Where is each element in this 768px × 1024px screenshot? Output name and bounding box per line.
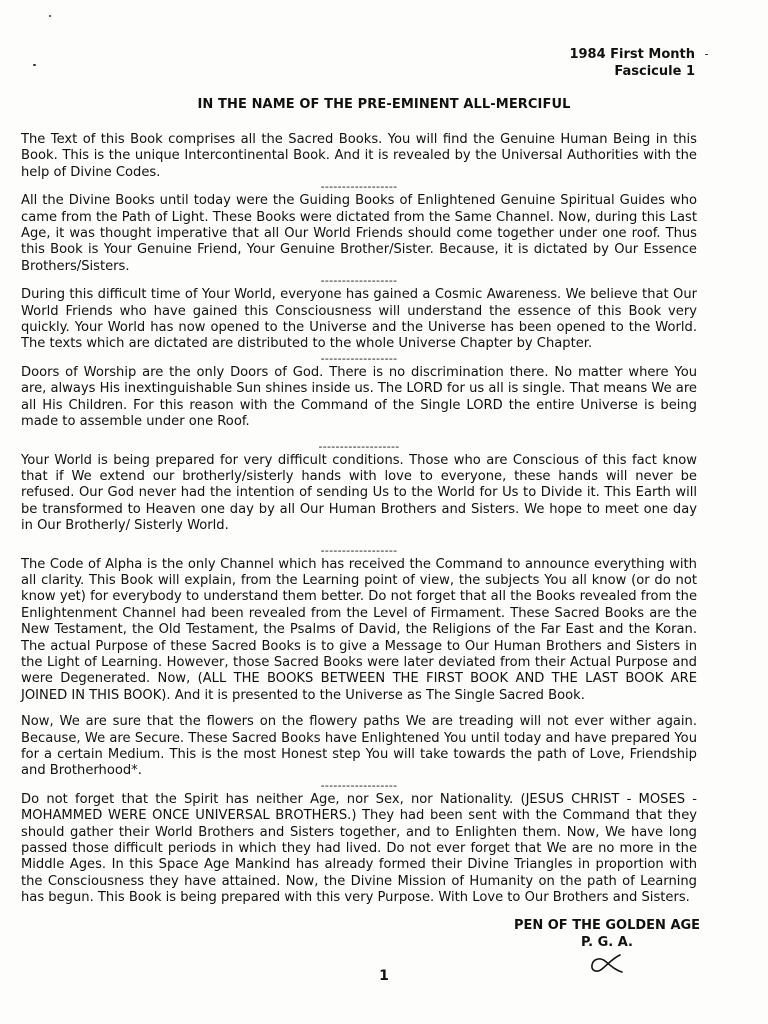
page-title: IN THE NAME OF THE PRE-EMINENT ALL-MERCIFUL — [197, 97, 571, 112]
paragraph: During this difficult time of Your World, everyone has gained a Cosmic Awareness. We believe that Our World Friends who have gained this Consciousness will understand the essence of this Book very quickly. Your World has now opened to the Universe and the Universe has been opened to the World. The texts which are dictated are distributed to the whole Universe Chapter by Chapter. — [21, 287, 697, 352]
paragraph: All the Divine Books until today were the Guiding Books of Enlightened Genuine Spiritual Guides who came from the Path of Light. These Books were dictated from the Same Channel. Now, during this Last Age, it was thought imperative that all Our World Friends should come together under one roof. Thus this Book is Your Genuine Friend, Your Genuine Brother/Sister. Because, it is dictated by Our Essence Brothers/Sisters. — [21, 193, 697, 274]
paragraph: Now, We are sure that the flowers on the flowery paths We are treading will not ever wither again. Because, We are Secure. These Sacred Books have Enlightened You until today and have prepared You for a certain Medium. This is the most Honest step You will take towards the path of Love, Friendship and Brotherhood*. — [21, 714, 697, 779]
fascicule-number: Fascicule 1 — [614, 64, 695, 79]
signature-name: PEN OF THE GOLDEN AGE — [513, 918, 701, 933]
issue-date: 1984 First Month — [569, 47, 695, 62]
separator: ------------------ — [320, 351, 398, 365]
paragraph: Do not forget that the Spirit has neither Age, nor Sex, nor Nationality. (JESUS CHRIST - MOSES - MOHAMMED WERE ONCE UNIVERSAL BROTHERS.) They had been sent with the Command that they should gather their World Brothers and Sisters together, and to Enlighten them. Now, We have long passed those difficult periods in which they had lived. Do not ever forget that We are no more in the Middle Ages. In this Space Age Mankind has already formed their Divine Triangles in proportion with the Consciousness they have attained. Now, the Divine Mission of Humanity on the path of Learning has begun. This Book is being prepared with this very Purpose. With Love to Our Brothers and Sisters. — [21, 791, 697, 906]
scan-speck — [705, 54, 708, 55]
signature-block — [512, 917, 702, 974]
scan-speck — [33, 64, 36, 66]
separator: ------------------ — [320, 778, 398, 792]
page-number: 1 — [379, 968, 389, 984]
separator: ------------------ — [320, 180, 398, 194]
signature-initials: P. G. A. — [581, 935, 633, 950]
separator: ------------------ — [320, 274, 398, 288]
paragraph: Doors of Worship are the only Doors of God. There is no discrimination there. No matter where You are, always His inextinguishable Sun shines inside us. The LORD for us all is single. That means We are all His Children. For this reason with the Command of the Single LORD the entire Universe is being made to assemble under one Roof. — [21, 364, 697, 430]
scan-speck — [49, 15, 51, 17]
issue-header — [569, 46, 695, 80]
paragraph: Your World is being prepared for very difficult conditions. Those who are Conscious of this fact know that if We extend our brotherly/sisterly hands with love to everyone, these hands will never be refused. Our God never had the intention of sending Us to the World for Us to Divide it. This Earth will be transformed to Heaven one day by all Our Human Brothers and Sisters. We hope to meet one day in Our Brotherly/ Sisterly World. — [21, 452, 697, 534]
paragraph: The Code of Alpha is the only Channel which has received the Command to announce everything with all clarity. This Book will explain, from the Learning point of view, the subjects You all know (or do not know yet) for everybody to understand them better. Do not forget that all the Books revealed from the Enlightenment Channel had been revealed from the Level of Firmament. These Sacred Books are the New Testament, the Old Testament, the Psalms of David, the Religions of the Far East and the Koran. The actual Purpose of these Sacred Books is to give a Message to Our Human Brothers and Sisters in the Light of Learning. However, those Sacred Books were later deviated from their Actual Purpose and were Degenerated. Now, (ALL THE BOOKS BETWEEN THE FIRST BOOK AND THE LAST BOOK ARE JOINED IN THIS BOOK). And it is presented to the Universe as The Single Sacred Book. — [21, 556, 697, 703]
separator: ------------------ — [320, 543, 398, 557]
body-text — [21, 132, 697, 907]
paragraph: The Text of this Book comprises all the Sacred Books. You will find the Genuine Human Being in this Book. This is the unique Intercontinental Book. And it is revealed by the Universal Authorities with the help of Divine Codes. — [21, 132, 697, 180]
separator: ------------------- — [318, 439, 400, 453]
